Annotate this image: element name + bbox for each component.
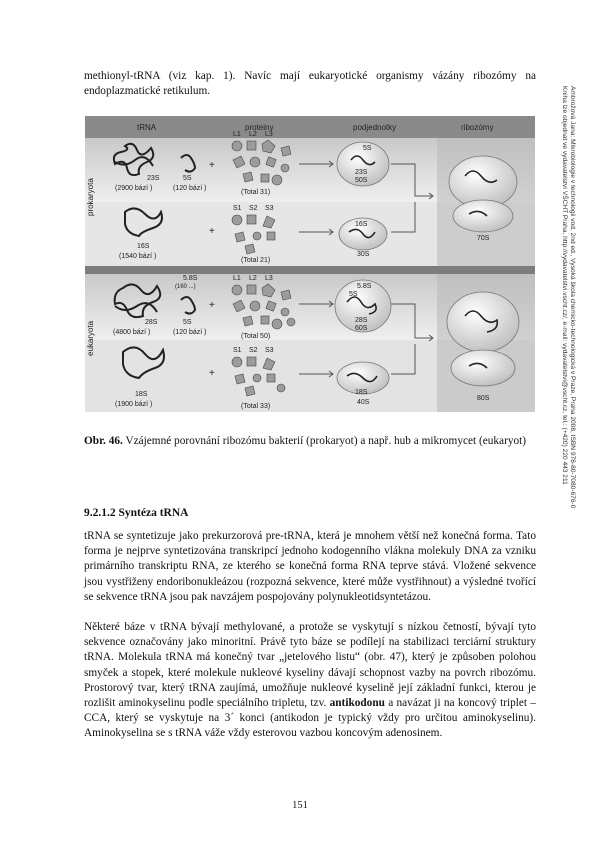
col-header-proteins: proteiny [245,123,274,132]
side-citation-line1: Ambrožová Jana: Mikrobiologie v technologii vod, 2nd ed., Vysoká škola chemicko-technologická v Praze, Praha 2008, ISBN 978-80-7080-676-0 [569,86,576,509]
ribosome-diagram [85,116,535,412]
svg-text:S2: S2 [249,205,258,212]
svg-text:(120 bází ): (120 bází ) [173,329,207,336]
svg-text:L3: L3 [265,131,273,138]
section-heading: 9.2.1.2 Syntéza tRNA [84,507,189,519]
svg-text:60S: 60S [355,325,368,332]
svg-text:+: + [209,226,215,237]
svg-text:S2: S2 [249,347,258,354]
svg-text:40S: 40S [357,399,370,406]
side-citation [557,84,597,584]
svg-text:(1540 bází ): (1540 bází ) [119,253,157,260]
svg-text:S1: S1 [233,205,242,212]
svg-text:+: + [209,368,215,379]
svg-text:S3: S3 [265,347,274,354]
page-number: 151 [292,800,308,811]
svg-text:5.8S: 5.8S [357,283,372,290]
svg-text:5.8S: 5.8S [183,275,198,282]
svg-text:(2900 bází ): (2900 bází ) [115,185,153,192]
svg-text:(Total 21): (Total 21) [241,257,271,264]
svg-text:L1: L1 [233,131,241,138]
paragraph-2-before: Některé báze v tRNA bývají methylované, a protože se vyskytují s nízkou četností, bývají tyto sekvence označovány jako minoritní. Právě tyto báze se podílejí na stabilizaci terciární struktury tRNA. Molekula tRNA má konečný tvar „jetelového listu“ (obr. 47), který je způsoben polohou smyček a stopek, které molekule nukleové kyseliny dávají schopnost vazby na povrch ribozómu. Prostorový tvar, který tRNA zaujímá, umožňuje nukleové kyselině její základní funkci, kterou je rozlišit aminokyselinu podle speciálního tripletu, tzv. [84,621,536,710]
svg-text:+: + [209,160,215,171]
svg-text:L2: L2 [249,275,257,282]
svg-text:16S: 16S [137,243,150,250]
svg-text:30S: 30S [357,251,370,258]
svg-text:(160 ...): (160 ...) [175,284,196,290]
figure-caption [84,434,536,449]
svg-text:28S: 28S [145,319,158,326]
side-citation-line2: Kniha lze objednat ve vydavatelství VŠCHT Praha, http://vydavatelstvi.vscht.cz/, e-mail: vydavatelstvi@vscht.cz, tel.: (+420) 220 443 211 [561,86,568,485]
paragraph-2-after: a navázat ji na koncový triplet –CCA, který se vyskytuje na 3´ konci (antikodon je typický vždy pro určitou aminokyselinu). Aminokyselina se s tRNA váže vždy esterovou vazbou koncovým adenosinem. [84,697,537,740]
svg-text:5S: 5S [349,291,358,298]
row-label-eukaryota: eukaryota [86,320,95,356]
svg-text:5S: 5S [183,319,192,326]
intro-paragraph: methionyl-tRNA (viz kap. 1). Navíc mají eukaryotické organismy vázány ribozómy na endoplazmatické retikulum. [84,70,536,98]
svg-text:L3: L3 [265,275,273,282]
svg-text:(Total 50): (Total 50) [241,333,271,340]
svg-text:L1: L1 [233,275,241,282]
svg-text:23S: 23S [147,175,160,182]
svg-text:23S: 23S [355,169,368,176]
svg-text:(1900 bází ): (1900 bází ) [115,401,153,408]
svg-text:5S: 5S [363,145,372,152]
svg-text:18S: 18S [355,389,368,396]
svg-text:28S: 28S [355,317,368,324]
svg-text:16S: 16S [355,221,368,228]
svg-text:50S: 50S [355,177,368,184]
col-header-ribosomes: ribozómy [461,123,494,132]
paragraph-2-bold: antikodonu [329,697,385,710]
figure-caption-label: Obr. 46. [84,435,123,447]
svg-text:S3: S3 [265,205,274,212]
svg-text:L2: L2 [249,131,257,138]
svg-text:(Total 33): (Total 33) [241,403,271,410]
svg-text:5S: 5S [183,175,192,182]
paragraph-1: tRNA se syntetizuje jako prekurzorová pre-tRNA, která je mnohem větší než konečná forma. Tato forma je nejprve syntetizována transkripcí jednoho kodogenního vlákna molekuly DNA za vzniku primárního transkriptu RNA, ze kterého se konečná forma RNA teprve stává. Vložené sekvence jsou vystřiženy endoribonukleázou (rozpozná sekvence, které může vystřihnout) a výsledné tvořící se sekvence tRNA jsou pak navzájem pospojovány polynukleotidsyntetázou. [84,530,536,603]
svg-text:(120 bází ): (120 bází ) [173,185,207,192]
paragraph-2 [84,620,536,742]
svg-text:(4800 bází ): (4800 bází ) [113,329,151,336]
svg-text:70S: 70S [477,235,490,242]
ribosome-figure [85,116,535,412]
svg-text:18S: 18S [135,391,148,398]
svg-text:S1: S1 [233,347,242,354]
col-header-subunits: podjednotky [353,123,397,132]
ribosome-80s [447,292,519,352]
svg-text:80S: 80S [477,395,490,402]
row-label-prokaryota: prokaryota [86,178,95,216]
col-header-trna: tRNA [137,123,157,132]
svg-text:+: + [209,300,215,311]
svg-text:(Total 31): (Total 31) [241,189,271,196]
figure-caption-text: Vzájemné porovnání ribozómu bakterií (prokaryot) a např. hub a mikromycet (eukaryot) [122,435,527,447]
